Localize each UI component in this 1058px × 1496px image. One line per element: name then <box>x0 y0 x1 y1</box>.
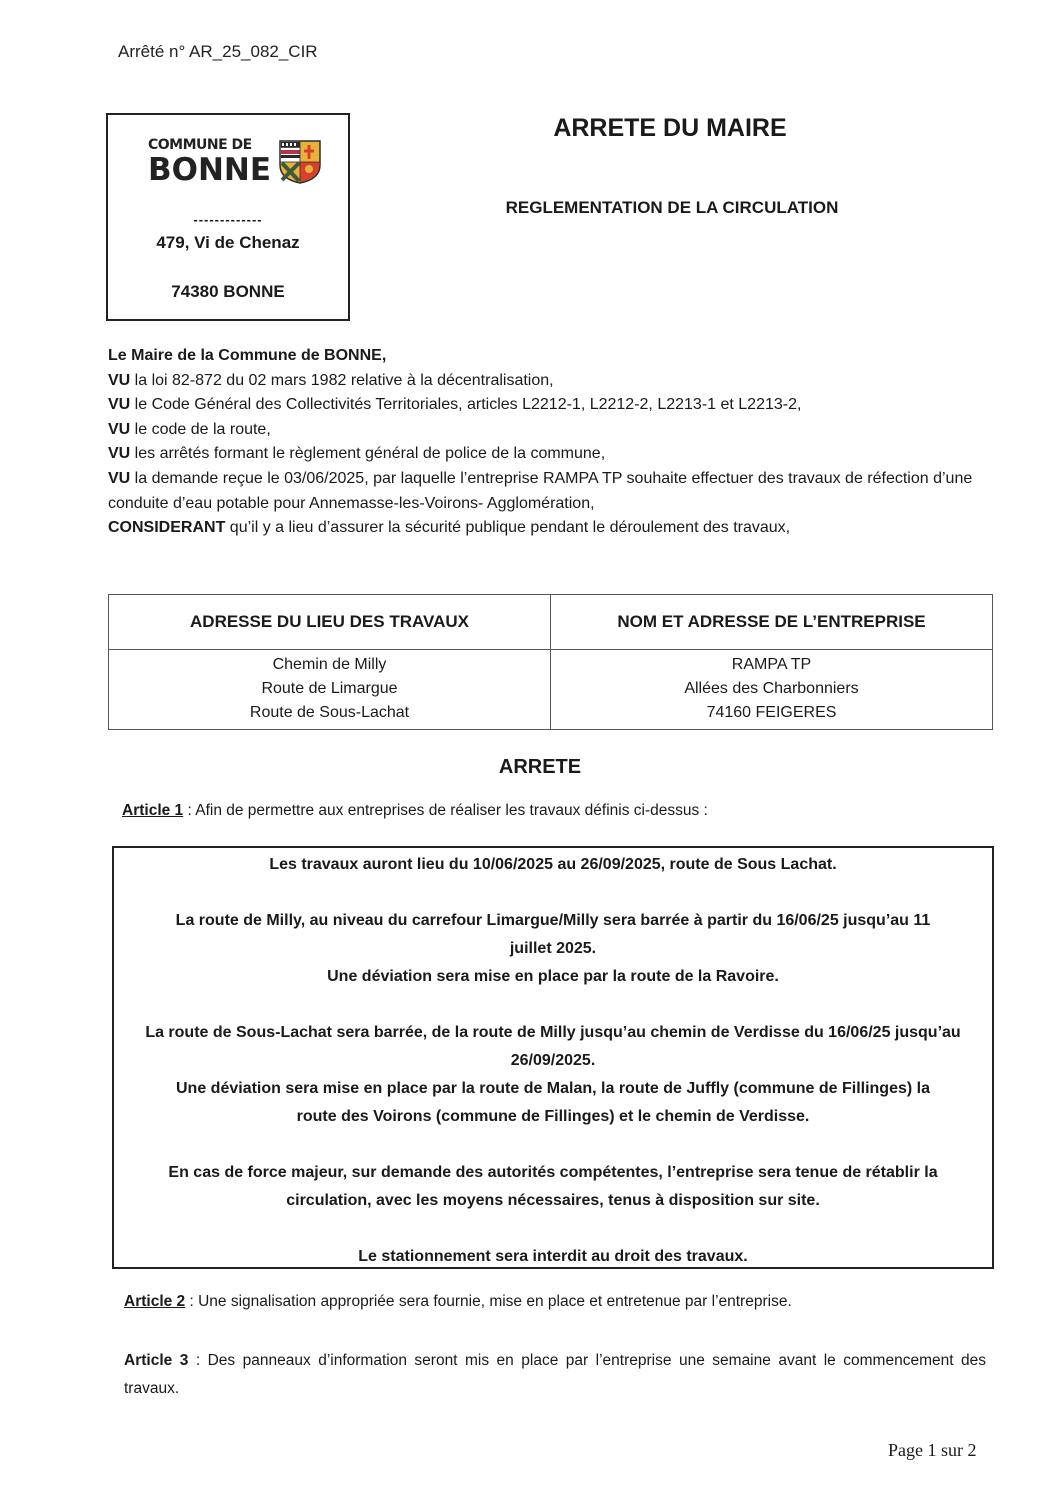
provision-sous-lachat-detour: Une déviation sera mise en place par la route de Malan, la route de Juffly (commune de Fillinges) la route des Voirons (commune de Fillinges) et le chemin de Verdisse. <box>176 1080 930 1125</box>
logo-commune-label: COMMUNE DE <box>148 137 252 153</box>
preamble-item: VU le Code Général des Collectivités Territoriales, articles L2212-1, L2212-2, L2213-1 et L2213-2, <box>108 396 802 414</box>
table-row <box>109 650 993 730</box>
preamble-item: VU la loi 82-872 du 02 mars 1982 relative à la décentralisation, <box>108 371 554 389</box>
company-line: RAMPA TP <box>731 656 812 673</box>
preamble-intro: Le Maire de la Commune de BONNE, <box>108 347 387 364</box>
town-hall-postal: 74380 BONNE <box>171 282 285 301</box>
article-1-label: Article 1 <box>122 802 184 819</box>
decision-heading: ARRETE <box>498 756 582 778</box>
article-3-text: : Des panneaux d’information seront mis en place par l’entreprise une semaine avant le commencement des travaux. <box>124 1352 987 1397</box>
document-subtitle: REGLEMENTATION DE LA CIRCULATION <box>505 198 839 217</box>
page-number: Page 1 sur 2 <box>888 1440 977 1460</box>
provision-parking: Le stationnement sera interdit au droit des travaux. <box>358 1248 748 1265</box>
provision-sous-lachat-closure: La route de Sous-Lachat sera barrée, de la route de Milly jusqu’au chemin de Verdisse du 16/06/25 jusqu’au 26/09/2025. <box>145 1024 961 1069</box>
location-line: Route de Sous-Lachat <box>249 704 410 721</box>
article-2 <box>124 1293 792 1311</box>
article-3-label: Article 3 <box>124 1352 189 1369</box>
article-1 <box>122 802 708 820</box>
preamble-item: VU la demande reçue le 03/06/2025, par laquelle l’entreprise RAMPA TP souhaite effectuer des travaux de réfection d’une conduite d’eau potable pour Annemasse-les-Voirons- Agglomération, <box>108 469 973 512</box>
provision-force-majeure: En cas de force majeur, sur demande des autorités compétentes, l’entreprise sera tenue de rétablir la circulation, avec les moyens nécessaires, tenus à disposition sur site. <box>168 1164 938 1209</box>
works-location-cell <box>109 650 551 730</box>
coat-of-arms-icon <box>278 139 322 185</box>
column-header-company: NOM ET ADRESSE DE L’ENTREPRISE <box>551 595 993 650</box>
document-title: ARRETE DU MAIRE <box>553 114 787 142</box>
works-info-table <box>108 594 993 730</box>
article-1-text: : Afin de permettre aux entreprises de réaliser les travaux définis ci-dessus : <box>183 802 708 819</box>
letterhead-separator: ------------- <box>193 212 263 227</box>
location-line: Route de Limargue <box>261 680 398 697</box>
town-hall-address: 479, Vi de Chenaz <box>156 233 300 252</box>
company-cell <box>551 650 993 730</box>
article-1-provisions-box <box>112 846 994 1269</box>
decree-reference: Arrêté n° AR_25_082_CIR <box>118 42 318 61</box>
logo-town-name: BONNE <box>148 152 272 188</box>
provision-dates: Les travaux auront lieu du 10/06/2025 au 26/09/2025, route de Sous Lachat. <box>269 856 837 873</box>
article-3 <box>124 1347 986 1403</box>
article-2-label: Article 2 <box>124 1293 186 1310</box>
preamble-item: VU le code de la route, <box>108 420 271 438</box>
column-header-location: ADRESSE DU LIEU DES TRAVAUX <box>109 595 551 650</box>
provision-milly-closure: La route de Milly, au niveau du carrefour Limargue/Milly sera barrée à partir du 16/06/25 jusqu’au 11 juillet 2025. <box>175 912 931 957</box>
preamble-item: VU les arrêtés formant le règlement général de police de la commune, <box>108 445 606 463</box>
company-line: Allées des Charbonniers <box>684 680 859 697</box>
letterhead-box <box>106 113 350 321</box>
company-line: 74160 FEIGERES <box>706 704 837 721</box>
location-line: Chemin de Milly <box>272 656 387 673</box>
preamble <box>108 344 1008 541</box>
preamble-item: CONSIDERANT qu’il y a lieu d’assurer la sécurité publique pendant le déroulement des travaux, <box>108 519 791 537</box>
provision-milly-detour: Une déviation sera mise en place par la route de la Ravoire. <box>327 968 779 985</box>
article-2-text: : Une signalisation appropriée sera fournie, mise en place et entretenue par l’entreprise. <box>185 1293 792 1310</box>
